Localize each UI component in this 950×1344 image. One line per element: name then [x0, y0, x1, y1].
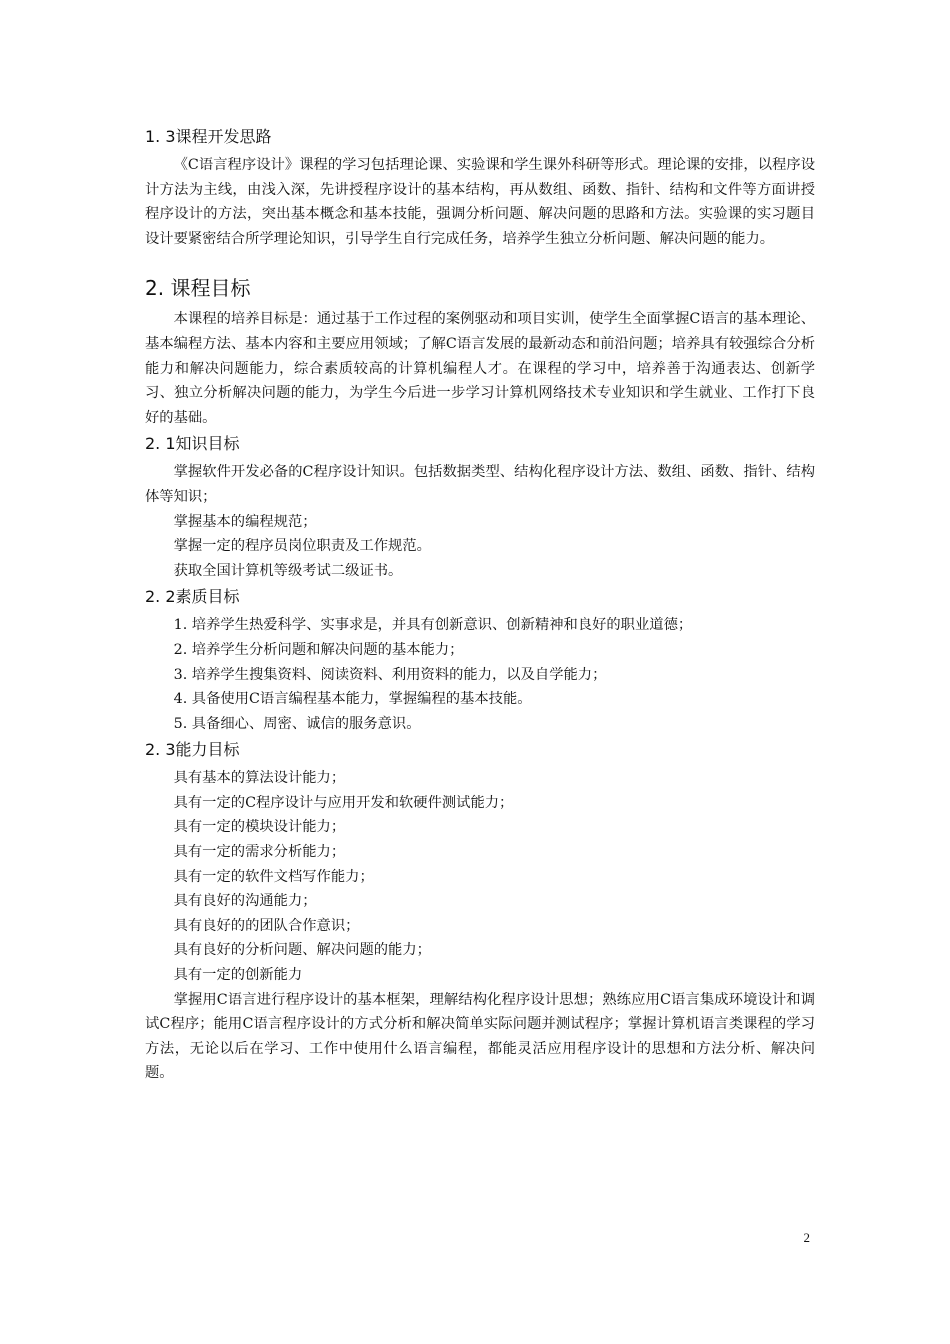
quality-goal-item: 5. 具备细心、周密、诚信的服务意识。 [173, 715, 421, 732]
ability-goal-item: 具有一定的需求分析能力； [173, 844, 346, 861]
quality-goal-item: 2. 培养学生分析问题和解决问题的基本能力； [173, 641, 464, 658]
ability-goal-item: 具有良好的沟通能力； [173, 893, 317, 910]
knowledge-goal-item: 掌握一定的程序员岗位职责及工作规范。 [173, 538, 431, 555]
paragraph-course-development: 《C语言程序设计》课程的学习包括理论课、实验课和学生课外科研等形式。理论课的安排，以程序设计方法为主线，由浅入深，先讲授程序设计的基本结构，再从数组、函数、指针、结构和文件等方面讲授程序设计的方法，突出基本概念和基本技能，强调分析问题、解决问题的思路和方法。实验课的实习题目设计要紧密结合所学理论知识，引导学生自行完成任务，培养学生独立分析问题、解决问题的能力。 [145, 157, 815, 247]
quality-goal-item: 1. 培养学生热爱科学、实事求是，并具有创新意识、创新精神和良好的职业道德； [173, 617, 693, 634]
page-content [145, 125, 815, 1086]
ability-goal-item: 具有一定的创新能力 [173, 967, 303, 984]
section-heading-1-3: 1. 3课程开发思路 [145, 127, 272, 146]
section-heading-2: 2. 课程目标 [145, 276, 251, 301]
section-heading-2-3: 2. 3能力目标 [145, 740, 240, 760]
knowledge-goal-item: 获取全国计算机等级考试二级证书。 [173, 562, 403, 579]
quality-goal-item: 3. 培养学生搜集资料、阅读资料、利用资料的能力，以及自学能力； [173, 666, 607, 683]
paragraph-ability-summary: 掌握用C语言进行程序设计的基本框架，理解结构化程序设计思想；熟练应用C语言集成环境设计和调试C程序；能用C语言程序设计的方式分析和解决简单实际问题并测试程序；掌握计算机语言类课程的学习方法，无论以后在学习、工作中使用什么语言编程，都能灵活应用程序设计的思想和方法分析、解决问题。 [145, 991, 815, 1082]
ability-goal-item: 具有一定的模块设计能力； [173, 819, 346, 836]
ability-goal-item: 具有一定的C程序设计与应用开发和软硬件测试能力； [173, 794, 514, 811]
ability-goal-item: 具有一定的软件文档写作能力； [173, 868, 374, 885]
quality-goal-item: 4. 具备使用C语言编程基本能力，掌握编程的基本技能。 [173, 691, 532, 708]
knowledge-goal-item: 掌握基本的编程规范； [173, 513, 317, 530]
ability-goal-item: 具有基本的算法设计能力； [173, 770, 346, 787]
section-heading-2-2: 2. 2素质目标 [145, 587, 240, 607]
paragraph-course-goals: 本课程的培养目标是：通过基于工作过程的案例驱动和项目实训，使学生全面掌握C语言的基本理论、基本编程方法、基本内容和主要应用领域；了解C语言发展的最新动态和前沿问题；培养具有较强综合分析能力和解决问题能力，综合素质较高的计算机编程人才。在课程的学习中，培养善于沟通表达、创新学习、独立分析解决问题的能力，为学生今后进一步学习计算机网络技术专业知识和学生就业、工作打下良好的基础。 [145, 311, 815, 426]
paragraph-knowledge-goals: 掌握软件开发必备的C程序设计知识。包括数据类型、结构化程序设计方法、数组、函数、指针、结构体等知识； [145, 464, 815, 505]
page-number: 2 [803, 1230, 810, 1245]
ability-goal-item: 具有良好的的团队合作意识； [173, 917, 360, 934]
ability-goal-item: 具有良好的分析问题、解决问题的能力； [173, 942, 431, 959]
section-heading-2-1: 2. 1知识目标 [145, 434, 240, 454]
